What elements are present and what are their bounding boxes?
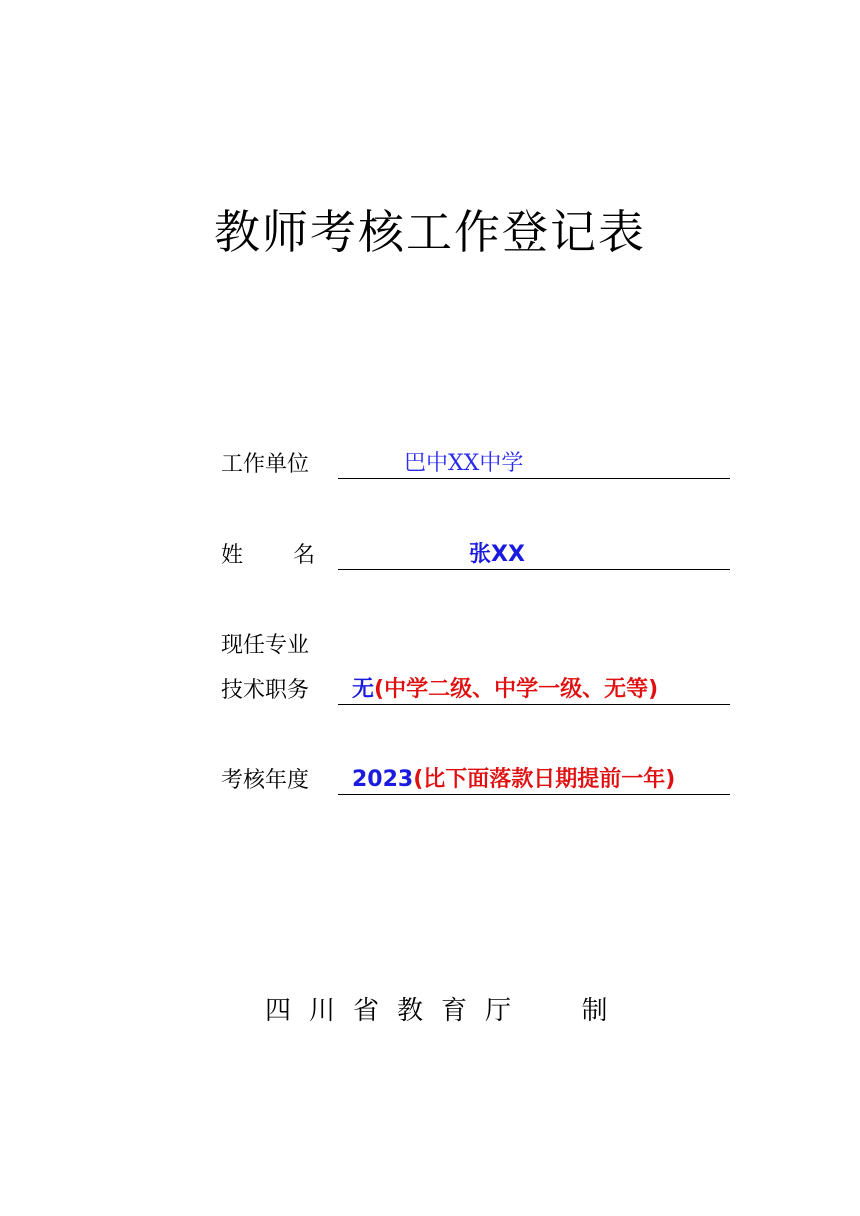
position-label-line2: 技术职务 <box>221 678 310 703</box>
position-value: 无 <box>352 677 375 702</box>
name-value: 张XX <box>469 542 525 567</box>
issuer-footer: 四川省教育厅 制 <box>265 996 626 1026</box>
position-hint: (中学二级、中学一级、无等) <box>374 677 659 702</box>
unit-label: 工作单位 <box>221 452 310 477</box>
position-field[interactable] <box>338 676 730 705</box>
unit-field[interactable] <box>338 450 730 479</box>
year-field[interactable] <box>338 766 730 795</box>
year-value: 2023 <box>352 767 414 792</box>
year-label: 考核年度 <box>221 768 310 793</box>
document-title: 教师考核工作登记表 <box>214 205 646 259</box>
name-label: 姓名 <box>221 543 366 568</box>
position-label-line1: 现任专业 <box>221 633 310 658</box>
name-field[interactable] <box>338 541 730 570</box>
unit-value: 巴中XX中学 <box>404 451 524 476</box>
year-hint: (比下面落款日期提前一年) <box>413 767 676 792</box>
